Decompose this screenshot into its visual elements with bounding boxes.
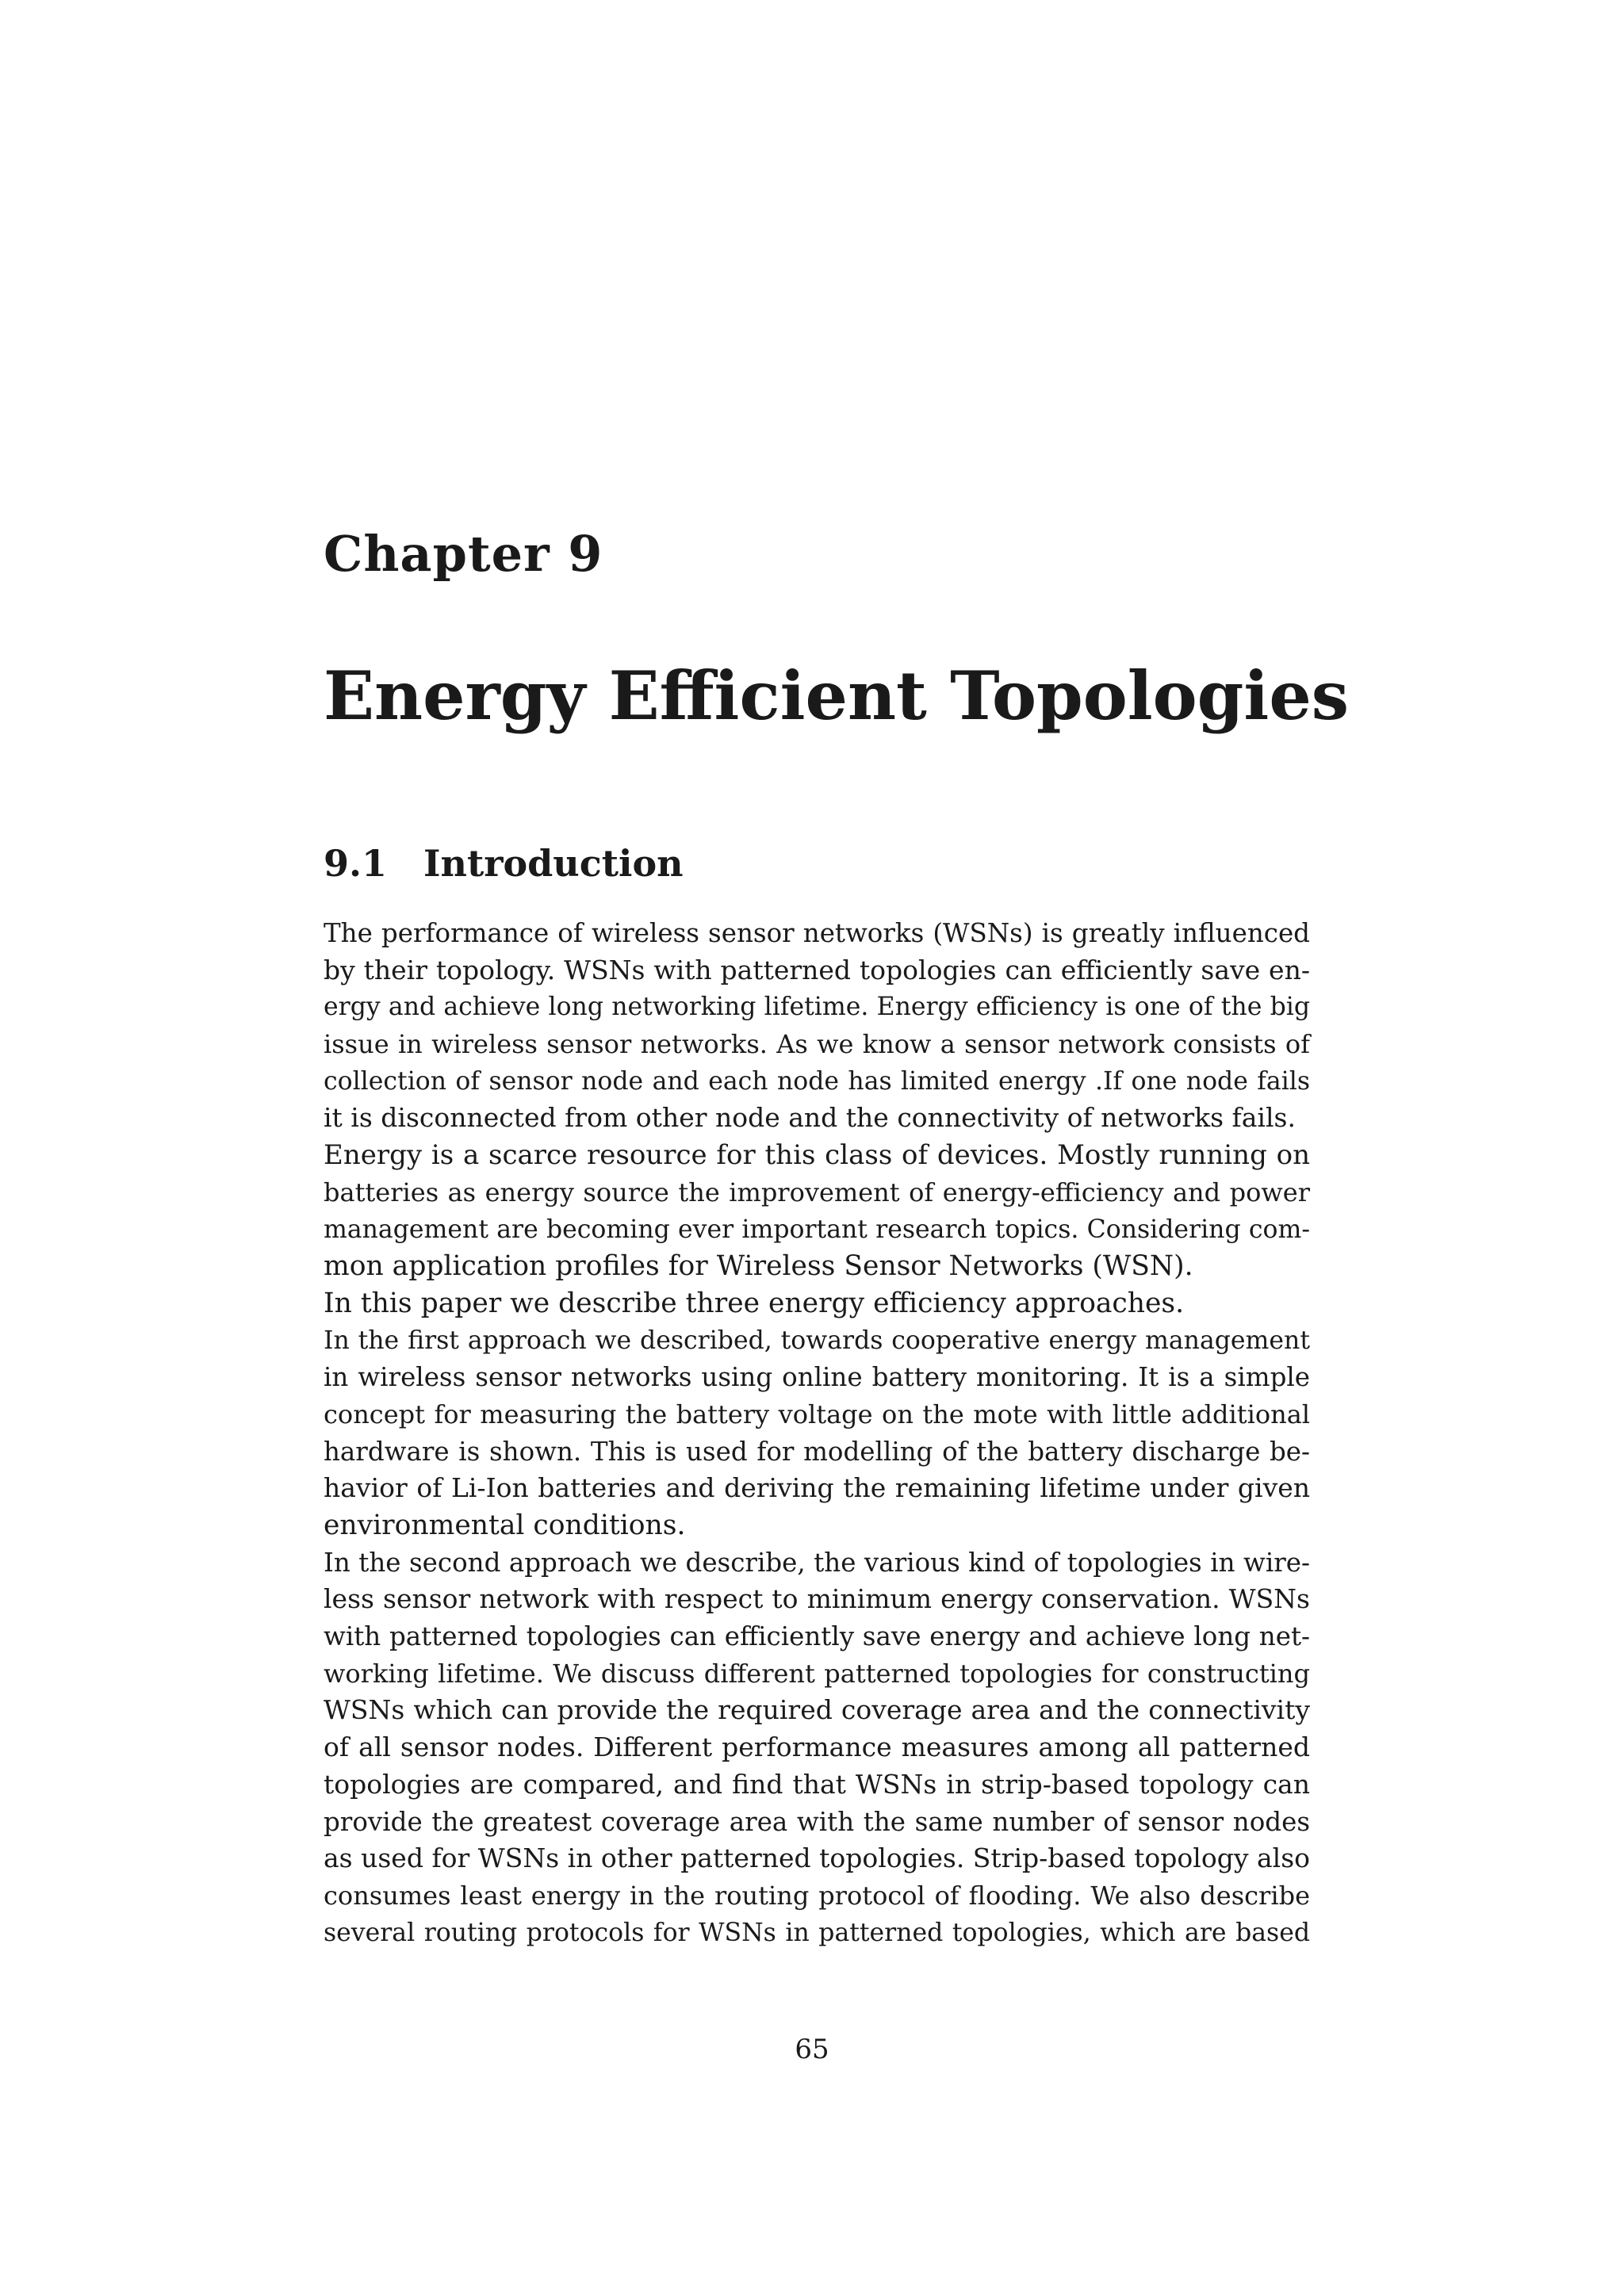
body-line: concept for measuring the battery voltage on the mote with little additional <box>324 1399 1310 1429</box>
body-line: mon application profiles for Wireless Sensor Networks (WSN). <box>324 1250 1193 1283</box>
body-line: hardware is shown. This is used for modelling of the battery discharge be- <box>324 1436 1310 1467</box>
page-number: 65 <box>795 2034 829 2065</box>
body-line: In this paper we describe three energy efficiency approaches. <box>324 1287 1185 1319</box>
body-line: provide the greatest coverage area with the same number of sensor nodes <box>324 1806 1310 1837</box>
body-line: issue in wireless sensor networks. As we know a sensor network consists of <box>324 1029 1310 1060</box>
chapter-label: Chapter 9 <box>324 525 603 583</box>
body-line: In the first approach we described, towards cooperative energy management <box>324 1326 1310 1355</box>
body-line: by their topology. WSNs with patterned topologies can efficiently save en- <box>324 954 1310 985</box>
body-line: several routing protocols for WSNs in patterned topologies, which are based <box>324 1918 1310 1947</box>
section-heading <box>324 842 684 885</box>
body-line: management are becoming ever important research topics. Considering com- <box>324 1215 1310 1244</box>
body-line: less sensor network with respect to minimum energy conservation. WSNs <box>324 1583 1310 1615</box>
body-line: of all sensor nodes. Different performance measures among all patterned <box>324 1732 1310 1763</box>
body-line: WSNs which can provide the required coverage area and the connectivity <box>324 1694 1310 1726</box>
section-title: Introduction <box>423 842 684 885</box>
body-line: it is disconnected from other node and the connectivity of networks fails. <box>324 1102 1296 1134</box>
body-line: batteries as energy source the improvement of energy-efficiency and power <box>324 1177 1310 1207</box>
body-line: with patterned topologies can efficiently save energy and achieve long net- <box>324 1621 1310 1652</box>
body-line: In the second approach we describe, the various kind of topologies in wire- <box>324 1547 1310 1578</box>
body-line: The performance of wireless sensor networks (WSNs) is greatly influenced <box>324 918 1310 948</box>
body-line: in wireless sensor networks using online battery monitoring. It is a simple <box>324 1362 1310 1393</box>
body-line: environmental conditions. <box>324 1510 686 1541</box>
body-line: Energy is a scarce resource for this class of devices. Mostly running on <box>324 1139 1310 1172</box>
section-number: 9.1 <box>324 842 388 885</box>
body-line: collection of sensor node and each node has limited energy .If one node fails <box>324 1066 1310 1096</box>
body-line: ergy and achieve long networking lifetime. Energy efficiency is one of the big <box>324 993 1310 1022</box>
body-line: havior of Li-Ion batteries and deriving the remaining lifetime under given <box>324 1472 1310 1504</box>
body-line: consumes least energy in the routing protocol of flooding. We also describe <box>324 1880 1310 1911</box>
chapter-title: Energy Efficient Topologies <box>324 656 1350 735</box>
body-text <box>324 915 1310 1951</box>
body-line: as used for WSNs in other patterned topologies. Strip-based topology also <box>324 1843 1310 1874</box>
body-line: topologies are compared, and find that WSNs in strip-based topology can <box>324 1768 1310 1800</box>
body-line: working lifetime. We discuss different patterned topologies for constructing <box>324 1658 1310 1689</box>
